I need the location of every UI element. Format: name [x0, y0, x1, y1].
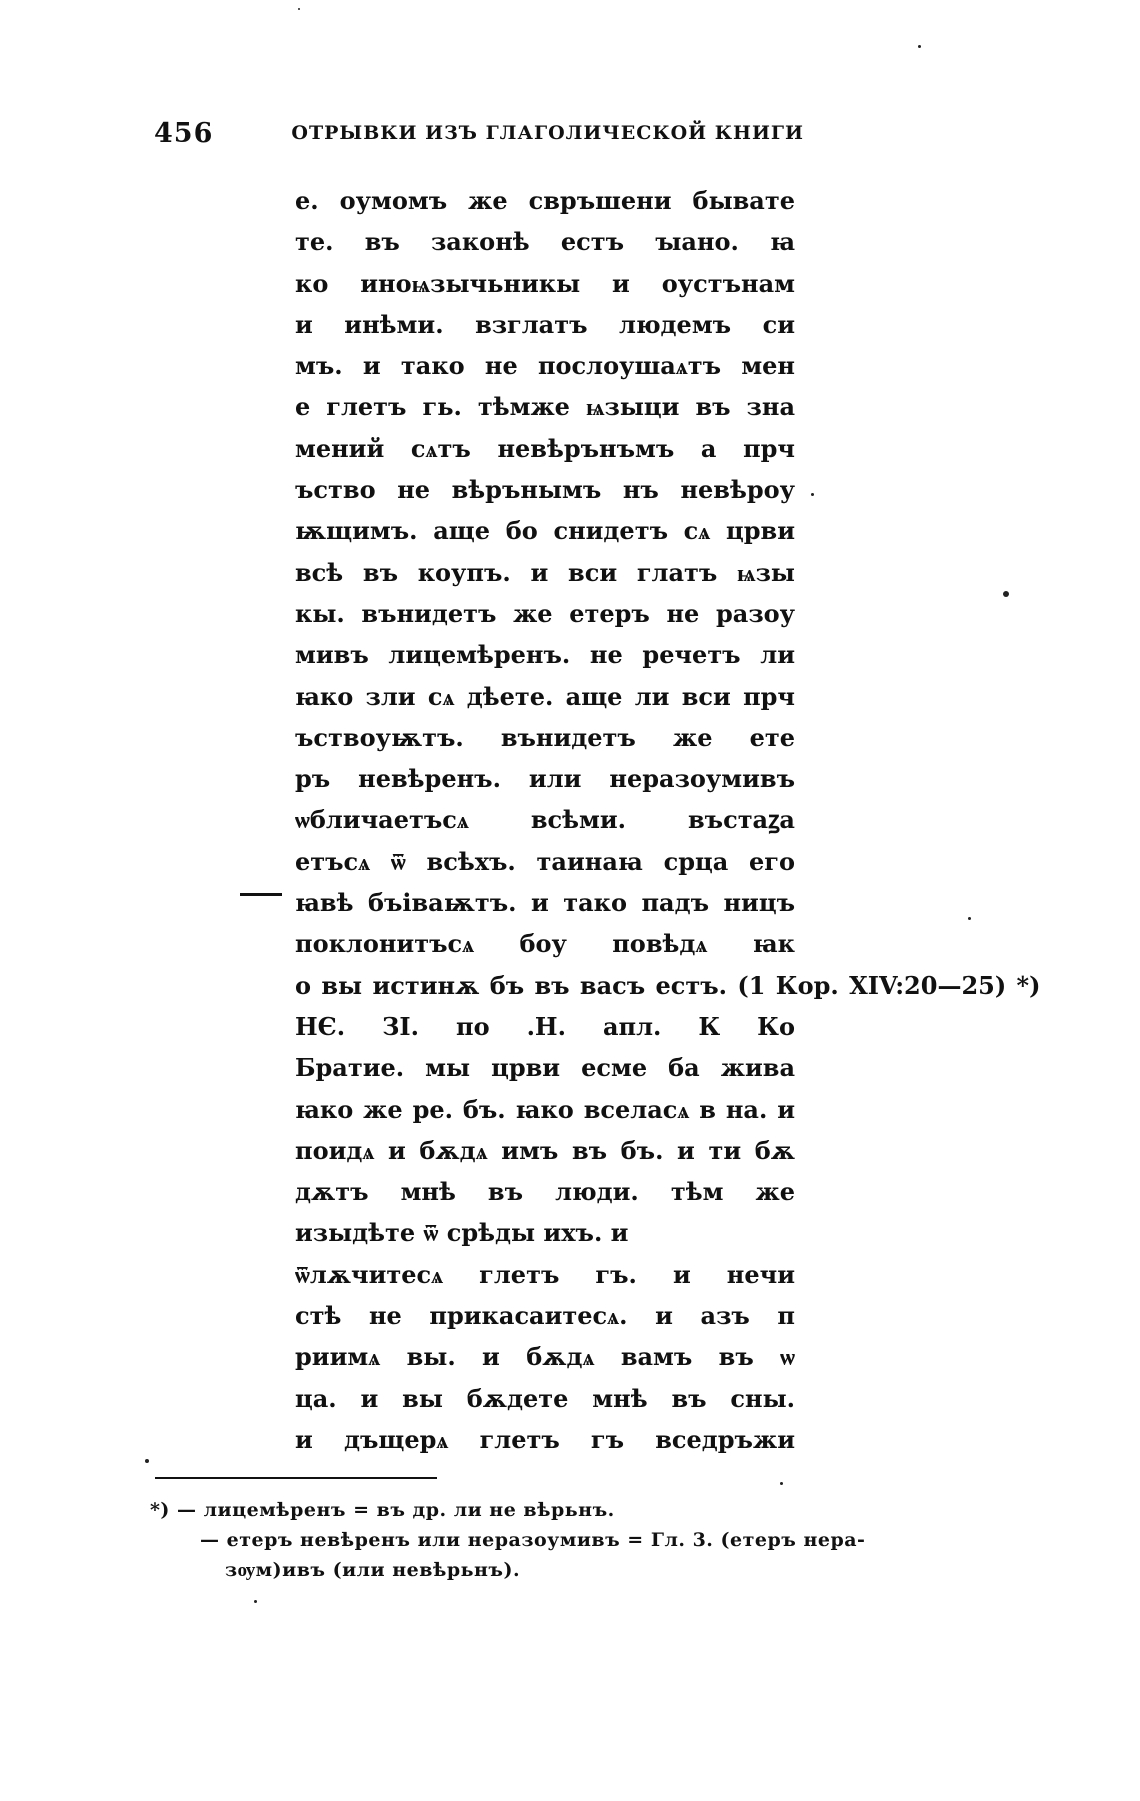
text-line: ъство не вѣрънымъ нъ невѣроу	[295, 475, 795, 505]
text-line: поидѧ и бѫдѧ имъ въ бъ. и ти бѫ	[295, 1135, 795, 1165]
ink-speck	[145, 1459, 149, 1463]
text-line: Братие. мы црви есме ба жива	[295, 1053, 795, 1083]
text-line-heading: НЄ. ЗІ. по .Н. апл. К Ко	[295, 1011, 795, 1041]
page-header	[154, 118, 804, 158]
text-line-citation: о вы истинѫ бъ въ васъ естъ. (1 Кор. XIV:20—25) *)	[295, 970, 1041, 1000]
footnote-line: — етеръ невѣренъ или неразоумивъ = Гл. 3. (етеръ нера-	[200, 1529, 866, 1551]
text-line: е глетъ гь. тѣмже ѩзыци въ зна	[295, 392, 795, 422]
text-line: дѫтъ мнѣ въ люди. тѣм же	[295, 1177, 795, 1207]
text-line: етъсѧ ѿ всѣхъ. таинаꙗ срца его	[295, 846, 795, 876]
ink-speck	[1003, 591, 1009, 597]
page-number: 456	[154, 118, 214, 149]
footnote-line: *) — лицемѣренъ = въ др. ли не вѣрьнъ.	[150, 1499, 615, 1521]
margin-dash	[240, 893, 282, 896]
footnote-line: зѹм)ивъ (или невѣрьнъ).	[225, 1559, 521, 1581]
text-line: ѡбличаетъсѧ всѣми. въстаꙁа	[295, 805, 795, 835]
text-line: ꙗко зли сѧ дѣете. аще ли вси прч	[295, 681, 795, 711]
text-line: мъ. и тако не послоушаѧтъ мен	[295, 351, 795, 381]
text-line: поклонитъсѧ боу повѣдѧ ꙗк	[295, 929, 795, 959]
text-line: мивъ лицемѣренъ. не речетъ ли	[295, 640, 795, 670]
text-line: ѿлѫчитесѧ глетъ гъ. и нечи	[295, 1259, 795, 1289]
ink-speck	[968, 917, 971, 920]
text-line: ъствоуѭтъ. вънидетъ же ете	[295, 722, 795, 752]
text-line: ко инoѩзычьникы и оустънам	[295, 268, 795, 298]
ink-speck	[298, 8, 300, 10]
ink-speck	[254, 1600, 257, 1603]
text-line: ца. и вы бѫдете мнѣ въ сны.	[295, 1383, 795, 1413]
ink-speck	[811, 493, 814, 496]
text-line: кы. вънидетъ же етеръ не разоу	[295, 598, 795, 628]
text-line: ꙗвѣ бъіваѭтъ. и тако падъ ницъ	[295, 888, 795, 918]
footnote-rule	[155, 1477, 437, 1479]
text-line: и инѣми. взглатъ людемъ си	[295, 309, 795, 339]
text-line: мений сѧтъ невѣрънъмъ а прч	[295, 433, 795, 463]
ink-speck	[780, 1482, 783, 1485]
text-line: те. въ законѣ естъ ꙑано. ꙗ	[295, 227, 795, 257]
text-line: е. оумомъ же свръшени бывате	[295, 186, 795, 215]
running-title: ОТРЫВКИ ИЗЪ ГЛАГОЛИЧЕСКОЙ КНИГИ	[291, 122, 804, 144]
main-text-block	[295, 180, 1041, 1460]
ink-speck	[918, 45, 921, 48]
text-line: ѭщимъ. аще бо снидетъ сѧ црви	[295, 516, 795, 546]
text-line: и дъщерѧ глетъ гъ вседръжи	[295, 1424, 795, 1454]
footnotes	[150, 1495, 1010, 1585]
text-line: ръ невѣренъ. или неразоумивъ	[295, 764, 795, 794]
text-line: изыдѣте ѿ срѣды ихъ. и	[295, 1218, 629, 1248]
text-line: ꙗко же ре. бъ. ꙗко вселасѧ в на. и	[295, 1094, 795, 1124]
text-line: всѣ въ коупъ. и вси глатъ ѩзы	[295, 557, 795, 587]
text-line: стѣ не прикасаитесѧ. и азъ п	[295, 1301, 795, 1331]
text-line: риимѧ вы. и бѫдѧ вамъ въ ѡ	[295, 1342, 795, 1372]
